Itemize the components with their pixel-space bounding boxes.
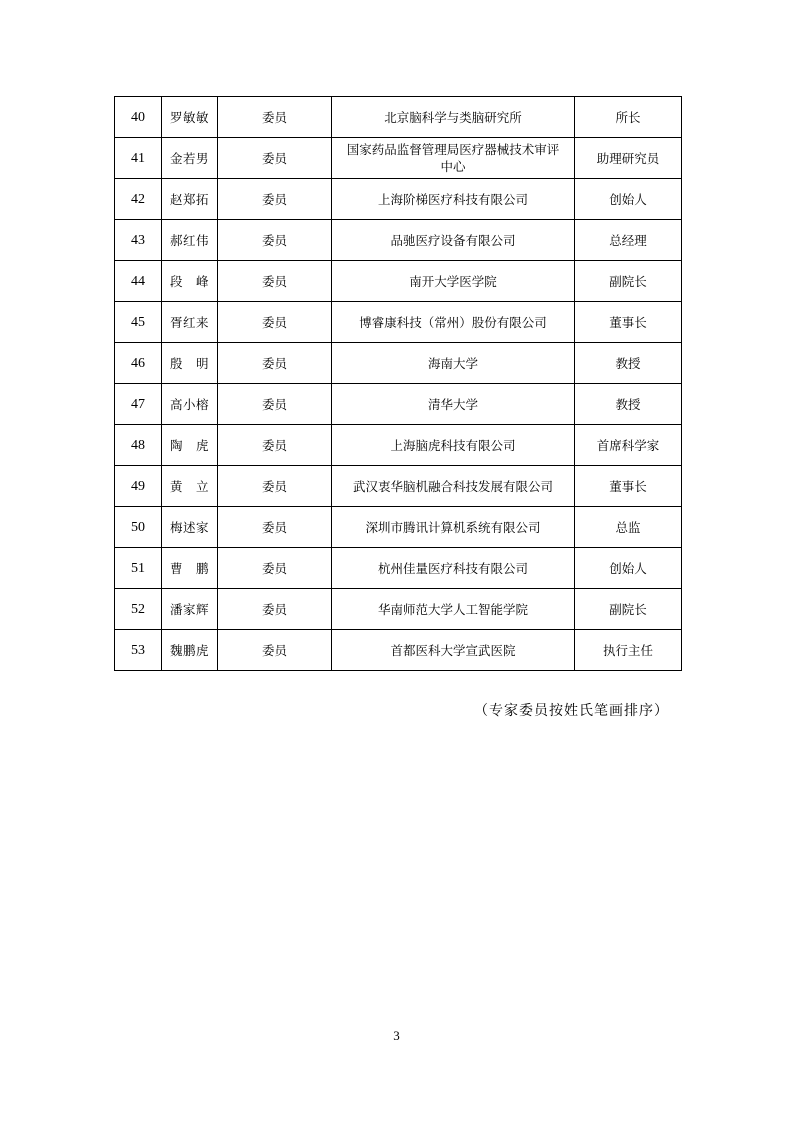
member-name: 罗敏敏 [162,97,218,138]
row-number: 40 [115,97,162,138]
row-number: 41 [115,138,162,179]
member-organization: 博睿康科技（常州）股份有限公司 [332,302,575,343]
member-title: 教授 [575,343,682,384]
member-title: 所长 [575,97,682,138]
table-row [115,425,682,466]
row-number: 49 [115,466,162,507]
member-organization: 首都医科大学宣武医院 [332,630,575,671]
member-role: 委员 [218,343,332,384]
table-row [115,343,682,384]
member-title: 执行主任 [575,630,682,671]
member-role: 委员 [218,425,332,466]
member-role: 委员 [218,384,332,425]
member-organization: 南开大学医学院 [332,261,575,302]
member-name: 金若男 [162,138,218,179]
member-title: 教授 [575,384,682,425]
member-organization: 海南大学 [332,343,575,384]
member-role: 委员 [218,589,332,630]
member-role: 委员 [218,138,332,179]
member-title: 副院长 [575,261,682,302]
table-row [115,138,682,179]
member-name: 郝红伟 [162,220,218,261]
table-row [115,261,682,302]
member-title: 首席科学家 [575,425,682,466]
member-role: 委员 [218,548,332,589]
member-name: 黄 立 [162,466,218,507]
row-number: 53 [115,630,162,671]
member-title: 助理研究员 [575,138,682,179]
member-title: 总经理 [575,220,682,261]
member-title: 副院长 [575,589,682,630]
row-number: 52 [115,589,162,630]
member-organization: 清华大学 [332,384,575,425]
member-name: 陶 虎 [162,425,218,466]
member-role: 委员 [218,507,332,548]
row-number: 48 [115,425,162,466]
member-role: 委员 [218,466,332,507]
member-title: 董事长 [575,466,682,507]
sort-order-note: （专家委员按姓氏笔画排序） [474,703,669,719]
member-organization: 北京脑科学与类脑研究所 [332,97,575,138]
member-role: 委员 [218,220,332,261]
table-row [115,384,682,425]
member-title: 董事长 [575,302,682,343]
member-name: 梅述家 [162,507,218,548]
member-role: 委员 [218,97,332,138]
member-name: 潘家辉 [162,589,218,630]
member-name: 殷 明 [162,343,218,384]
member-title: 创始人 [575,179,682,220]
member-name: 魏鹏虎 [162,630,218,671]
member-role: 委员 [218,302,332,343]
table-row [115,548,682,589]
table-row [115,97,682,138]
members-table [114,96,682,671]
row-number: 42 [115,179,162,220]
member-name: 胥红来 [162,302,218,343]
member-title: 创始人 [575,548,682,589]
member-organization: 上海脑虎科技有限公司 [332,425,575,466]
member-organization: 上海阶梯医疗科技有限公司 [332,179,575,220]
row-number: 47 [115,384,162,425]
member-name: 曹 鹏 [162,548,218,589]
table-row [115,630,682,671]
member-organization: 品驰医疗设备有限公司 [332,220,575,261]
member-title: 总监 [575,507,682,548]
member-name: 段 峰 [162,261,218,302]
member-role: 委员 [218,261,332,302]
table-row [115,220,682,261]
member-organization: 深圳市腾讯计算机系统有限公司 [332,507,575,548]
member-role: 委员 [218,179,332,220]
member-name: 赵郑拓 [162,179,218,220]
row-number: 46 [115,343,162,384]
page-number: 3 [393,1028,400,1043]
row-number: 50 [115,507,162,548]
member-name: 高小榕 [162,384,218,425]
member-organization: 杭州佳量医疗科技有限公司 [332,548,575,589]
member-organization: 国家药品监督管理局医疗器械技术审评中心 [332,138,575,179]
row-number: 45 [115,302,162,343]
members-table-body [115,97,682,671]
row-number: 51 [115,548,162,589]
table-row [115,179,682,220]
row-number: 43 [115,220,162,261]
member-role: 委员 [218,630,332,671]
table-row [115,466,682,507]
table-row [115,507,682,548]
row-number: 44 [115,261,162,302]
member-organization: 武汉衷华脑机融合科技发展有限公司 [332,466,575,507]
table-row [115,589,682,630]
table-row [115,302,682,343]
member-organization: 华南师范大学人工智能学院 [332,589,575,630]
